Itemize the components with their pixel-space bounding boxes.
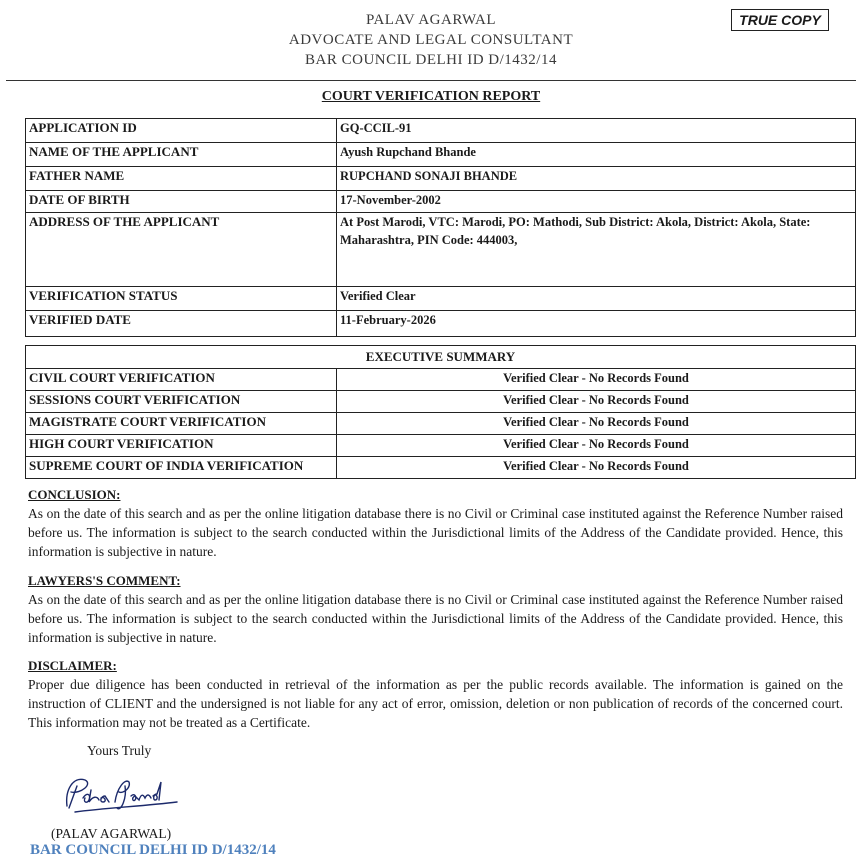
row-value: Ayush Rupchand Bhande	[337, 143, 856, 167]
row-label: SESSIONS COURT VERIFICATION	[26, 391, 337, 413]
table-row	[26, 143, 856, 167]
advocate-title: ADVOCATE AND LEGAL CONSULTANT	[288, 32, 574, 48]
table-row	[26, 191, 856, 213]
advocate-name: PALAV AGARWAL	[365, 12, 496, 28]
report-title: COURT VERIFICATION REPORT	[321, 89, 541, 104]
disclaimer-section	[28, 656, 843, 732]
table-row	[26, 287, 856, 311]
table-row	[26, 213, 856, 287]
table-row	[26, 311, 856, 337]
table-row	[26, 435, 856, 457]
row-value: At Post Marodi, VTC: Marodi, PO: Mathodi, Sub District: Akola, District: Akola, State: Maharashtra, PIN Code: 444003,	[337, 213, 856, 287]
row-label: VERIFICATION STATUS	[26, 287, 337, 311]
row-label: DATE OF BIRTH	[26, 191, 337, 213]
disclaimer-text: Proper due diligence has been conducted in retrieval of the information as per the public records available. The information is gained on the instruction of CLIENT and the undersigned is not liable for any act of error, omission, deletion or non publication of records of the concerned court. This information may not be treated as a Certificate.	[28, 677, 843, 730]
conclusion-text: As on the date of this search and as per the online litigation database there is no Civil or Criminal case instituted against the Reference Number raised before us. The information is subject to the search conducted within the Jurisdictional limits of the Address of the Candidate provided. Hence, this information is subjective in nature.	[28, 506, 843, 559]
table-row	[26, 391, 856, 413]
lawyers-comment-section	[28, 571, 843, 647]
row-label: ADDRESS OF THE APPLICANT	[26, 213, 337, 287]
table-row	[26, 457, 856, 479]
row-value: Verified Clear - No Records Found	[337, 369, 856, 391]
conclusion-heading: CONCLUSION:	[28, 487, 121, 502]
row-value: 11-February-2026	[337, 311, 856, 337]
executive-summary-table	[25, 345, 856, 479]
table-header-row	[26, 346, 856, 369]
disclaimer-heading: DISCLAIMER:	[28, 658, 117, 673]
table-row	[26, 413, 856, 435]
row-label: APPLICATION ID	[26, 119, 337, 143]
header-divider	[6, 80, 856, 81]
row-value: GQ-CCIL-91	[337, 119, 856, 143]
closing-salutation: Yours Truly	[87, 743, 152, 758]
row-label: MAGISTRATE COURT VERIFICATION	[26, 413, 337, 435]
row-label: VERIFIED DATE	[26, 311, 337, 337]
row-value: Verified Clear - No Records Found	[337, 413, 856, 435]
lawyers-comment-text: As on the date of this search and as per the online litigation database there is no Civil or Criminal case instituted against the Reference Number raised before us. The information is subject to the search conducted within the Jurisdictional limits of the Address of the Candidate provided. Hence, this information is subjective in nature.	[28, 592, 843, 645]
lawyers-comment-heading: LAWYERS'S COMMENT:	[28, 573, 181, 588]
row-label: NAME OF THE APPLICANT	[26, 143, 337, 167]
true-copy-stamp: TRUE COPY	[731, 9, 829, 31]
bar-council-id: BAR COUNCIL DELHI ID D/1432/14	[305, 52, 557, 68]
table-row	[26, 369, 856, 391]
row-label: FATHER NAME	[26, 167, 337, 191]
executive-summary-heading: EXECUTIVE SUMMARY	[26, 346, 856, 369]
row-label: CIVIL COURT VERIFICATION	[26, 369, 337, 391]
row-value: RUPCHAND SONAJI BHANDE	[337, 167, 856, 191]
applicant-details-table	[25, 118, 856, 337]
row-label: SUPREME COURT OF INDIA VERIFICATION	[26, 457, 337, 479]
conclusion-section	[28, 485, 843, 561]
footer-bar-council-id: BAR COUNCIL DELHI ID D/1432/14	[30, 842, 276, 858]
signature-image	[55, 768, 185, 820]
row-value: Verified Clear - No Records Found	[337, 435, 856, 457]
table-row	[26, 167, 856, 191]
row-label: HIGH COURT VERIFICATION	[26, 435, 337, 457]
row-value: 17-November-2002	[337, 191, 856, 213]
row-value: Verified Clear	[337, 287, 856, 311]
table-row	[26, 119, 856, 143]
signatory-name: (PALAV AGARWAL)	[51, 826, 172, 841]
row-value: Verified Clear - No Records Found	[337, 391, 856, 413]
row-value: Verified Clear - No Records Found	[337, 457, 856, 479]
